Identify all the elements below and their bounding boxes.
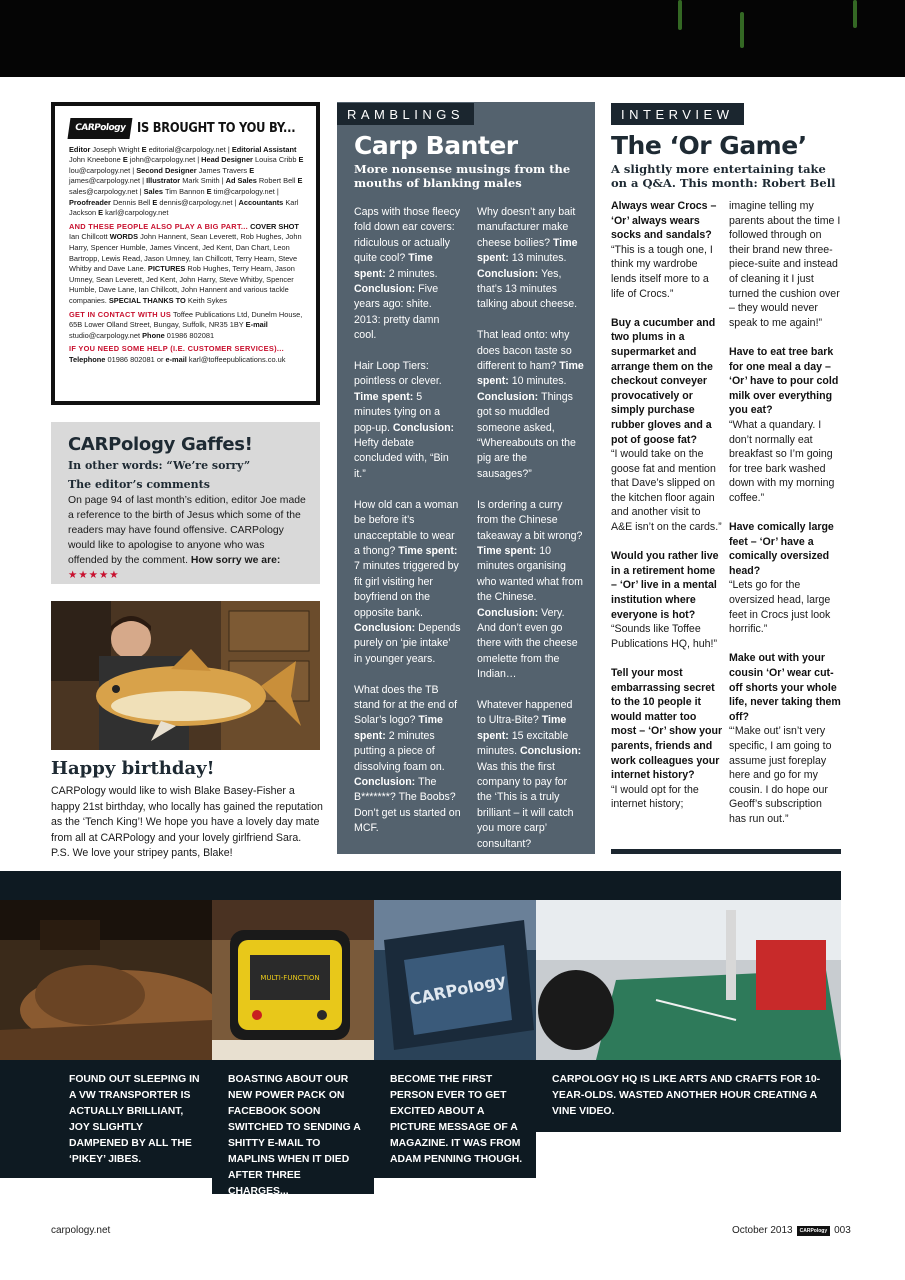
ramblings-column-right xyxy=(477,205,584,867)
birthday-photo-illustration xyxy=(51,601,320,750)
staff-name: Joseph Wright xyxy=(92,144,142,154)
rambling-item xyxy=(477,205,584,313)
ramblings-column-left xyxy=(354,205,461,867)
interview-divider xyxy=(611,849,841,854)
conclusion-label: Conclusion: xyxy=(477,267,542,280)
photo-magazine-illustration xyxy=(374,900,536,1060)
interview-answer-continued: imagine telling my parents about the time I followed through on their brand new three-piece-suite and instead of cleaning it I just turned the cushion over – they would never speak to me again!” xyxy=(729,200,841,329)
staff-email[interactable]: karl@carpology.net xyxy=(105,208,169,218)
credits-title: IS BROUGHT TO YOU BY... xyxy=(137,120,296,136)
staff-name: John Kneebone xyxy=(69,155,123,165)
interview-answer: “What a quandary. I don’t normally eat breakfast so I’m going for tree bark washed down with my morning coffee.” xyxy=(729,418,835,504)
interview-question: Always wear Crocs – ‘Or’ always wears socks and sandals? xyxy=(611,200,717,242)
time-spent-label: Time spent: xyxy=(354,714,443,742)
staff-email[interactable]: john@carpology.net xyxy=(129,155,196,165)
gaffes-body: On page 94 of last month’s edition, editor Joe made a reference to the birth of Jesus which some of the readers may have found offensive. CARPology would like to apologise to anyone who was offended by the comment. How sorry we are: ★★★★★ xyxy=(68,495,306,581)
ramblings-subtitle: More nonsense musings from the mouths of blanking males xyxy=(354,162,571,190)
email-label: E xyxy=(122,155,130,165)
staff-role: Accountants xyxy=(238,197,286,207)
ramblings-tag: RAMBLINGS xyxy=(337,103,474,125)
birthday-body: CARPology would like to wish Blake Basey-Fisher a happy 21st birthday, who locally has gained the reputation as the ‘Tench King’! We hope you have a lovely day mate from all at CARPology and your lovely girlfriend Sara. P.S. We love your stripey pants, Blake! xyxy=(51,785,323,859)
email-label: E xyxy=(152,197,160,207)
decorative-glow xyxy=(740,12,744,48)
conclusion-value: Hefty debate concluded with, “Bin it.” xyxy=(354,437,449,480)
staff-email[interactable]: james@carpology.net xyxy=(69,176,141,186)
staff-email[interactable]: sales@carpology.net xyxy=(69,186,138,196)
ramblings-section xyxy=(337,102,595,854)
staff-name: James Travers xyxy=(198,165,250,175)
gaffes-heading: The editor’s comments xyxy=(68,478,210,491)
caption-power-pack: BOASTING ABOUT OUR NEW POWER PACK ON FACEBOOK SOON SWITCHED TO SENDING A SHITTY E-MAIL TO MAPLINS WHEN IT DIED AFTER THREE CHARGES... xyxy=(212,1060,374,1194)
interview-question: Have to eat tree bark for one meal a day – ‘Or’ have to pour cold milk over everything you eat? xyxy=(729,345,839,417)
caption-van: FOUND OUT SLEEPING IN A VW TRANSPORTER IS ACTUALLY BRILLIANT, JOY SLIGHTLY DAMPENED BY ALL THE ‘PIKEY’ JIBES. xyxy=(53,1060,212,1178)
staff-role: Sales xyxy=(143,186,165,196)
conclusion-value: Very. And don’t even go there with the cheese omelette from the Indian… xyxy=(477,606,578,681)
interview-question: Have comically large feet – ‘Or’ have a comically oversized head? xyxy=(729,521,834,577)
contributors: AND THESE PEOPLE ALSO PLAY A BIG PART... COVER SHOT Ian Chillcott WORDS John Hannent, Sean Leverett, Rob Hughes, John Harry, Spencer Humble, James Vincent, Jed Kent, Dan Chart, Leon Bartropp, Lewis Read, Jason Umney, Ian Chillcott, Terry Hearn, Steve Whitby and Dave Lane. PICTURES Rob Hughes, Terry Hearn, Jason Umney, Sean Leverett, Jed Kent, John Harry, Steve Whitby, Spencer Humble, Dave Lane, Ian Chillcott, John Hannent and various tackle companies. SPECIAL THANKS TO Keith Sykes xyxy=(69,221,302,305)
interview-answer: “I would opt for the internet history; xyxy=(611,783,699,811)
staff-list: Editor Joseph Wright E editorial@carpology.net | Editorial Assistant John Kneebone E john@carpology.net | Head Designer Louisa Cribb E lou@carpology.net | Second Designer James Travers E james@carpology.net | Illustrator Mark Smith | Ad Sales Robert Bell E sales@carpology.net | Sales Tim Bannon E tim@carpology.net | Proofreader Dennis Bell E dennis@carpology.net | Accountants Karl Jackson E karl@carpology.net xyxy=(69,144,304,218)
time-spent-value: 13 minutes. xyxy=(511,252,567,265)
time-spent-value: 10 minutes. xyxy=(511,375,567,388)
conclusion-label: Conclusion: xyxy=(354,283,419,296)
rambling-item xyxy=(477,328,584,482)
interview-question: Tell your most embarrassing secret to the 10 people it would matter too most – ‘Or’ show your parents, friends and work colleagues your internet history? xyxy=(611,667,723,782)
interview-question: Buy a cucumber and two plums in a supermarket and arrange them on the checkout conveyer provocatively or simply purchase rubber gloves and a pot of goose fat? xyxy=(611,316,716,446)
caption-hq: CARPOLOGY HQ IS LIKE ARTS AND CRAFTS FOR 10-YEAR-OLDS. WASTED ANOTHER HOUR CREATING A VINE VIDEO. xyxy=(536,1060,841,1132)
staff-name: Karl Jackson xyxy=(69,197,299,218)
staff-role: Editor xyxy=(69,144,93,154)
rambling-item xyxy=(354,205,461,344)
time-spent-value: 7 minutes triggered by fit girl visiting her boyfriend on the opposite bank. xyxy=(354,560,459,619)
gaffes-box xyxy=(51,422,320,584)
staff-email[interactable]: editorial@carpology.net xyxy=(148,144,226,154)
photo-power-pack-illustration xyxy=(212,900,374,1060)
interview-answer: “This is a tough one, I think my wardrobe lends itself more to a life of Crocs.” xyxy=(611,243,713,300)
rating-stars-icon: ★★★★★ xyxy=(68,570,120,581)
staff-email[interactable]: dennis@carpology.net xyxy=(159,197,233,207)
ramblings-columns xyxy=(354,205,584,867)
email-label: E xyxy=(297,176,303,186)
rambling-question: Hair Loop Tiers: pointless or clever. xyxy=(354,360,442,388)
time-spent-value: 2 minutes. xyxy=(388,267,438,280)
help-email-link[interactable]: karl@toffeepublications.co.uk xyxy=(188,354,286,364)
credits-header xyxy=(69,118,304,139)
staff-name: Tim Bannon xyxy=(165,186,207,196)
interview-answer: “‘Make out’ isn’t very specific, I am going to assume just foreplay here and go for my cousin. I do hope our Geoff’s subscription has run out.” xyxy=(729,725,832,825)
conclusion-value: Things got so muddled someone asked, “Whereabouts on the pig are the sausages?” xyxy=(477,390,576,480)
carpology-logo: CARPology xyxy=(68,118,133,139)
conclusion-value: Depends purely on ‘pie intake’ in younger years. xyxy=(354,621,461,665)
help-info: IF YOU NEED SOME HELP (I.E. CUSTOMER SERVICES)... Telephone 01986 802081 or e-mail karl@toffeepublications.co.uk xyxy=(69,344,286,364)
email-label: E xyxy=(298,155,304,165)
photo-van-sleeping xyxy=(0,900,212,1060)
contact-email-link[interactable]: studio@carpology.net xyxy=(69,330,141,340)
caption-magazine: BECOME THE FIRST PERSON EVER TO GET EXCITED ABOUT A PICTURE MESSAGE OF A MAGAZINE. IT WAS FROM ADAM PENNING THOUGH. xyxy=(374,1060,536,1178)
footer-url[interactable]: carpology.net xyxy=(51,1225,111,1236)
conclusion-label: Conclusion: xyxy=(477,390,542,403)
staff-name: Louisa Cribb xyxy=(254,155,299,165)
photo-hq-illustration xyxy=(536,900,841,1060)
interview-section xyxy=(611,102,841,190)
rambling-item xyxy=(477,698,584,852)
staff-email[interactable]: lou@carpology.net xyxy=(69,165,131,175)
staff-name: Mark Smith xyxy=(182,176,222,186)
interview-column-right xyxy=(729,199,841,841)
birthday-photo xyxy=(51,601,320,750)
interview-answer: “Lets go for the oversized head, large feet in Crocs just look horrific.” xyxy=(729,579,831,636)
conclusion-value: Five years ago: shite. 2013: pretty damn cool. xyxy=(354,283,440,342)
email-label: E xyxy=(98,208,106,218)
time-spent-label: Time spent: xyxy=(477,236,578,265)
photo-carpology-hq xyxy=(536,900,841,1060)
footer-date: October 2013 xyxy=(732,1225,793,1236)
rambling-item xyxy=(354,683,461,837)
ramblings-title: Carp Banter xyxy=(354,131,518,160)
rambling-question: Is ordering a curry from the Chinese takeaway a bit wrong? xyxy=(477,498,583,542)
conclusion-label: Conclusion: xyxy=(392,421,455,434)
decorative-glow xyxy=(853,0,857,28)
interview-title: The ‘Or Game’ xyxy=(611,131,807,160)
conclusion-label: Conclusion: xyxy=(354,621,419,634)
conclusion-label: Conclusion: xyxy=(519,745,582,758)
staff-role: Ad Sales xyxy=(225,176,259,186)
power-pack-label: MULTI-FUNCTION xyxy=(260,974,320,982)
email-label: E xyxy=(249,165,255,175)
staff-role: Second Designer xyxy=(136,165,199,175)
photo-van-illustration xyxy=(0,900,212,1060)
rambling-question: Whatever happened to Ultra-Bite? xyxy=(477,698,573,727)
staff-name: Robert Bell xyxy=(258,176,298,186)
gaffes-subtitle: In other words: “We’re sorry” xyxy=(68,459,251,472)
footer-page-info xyxy=(732,1225,851,1236)
interview-answer: “I would take on the goose fat and mention that Dave’s slipped on the kitchen floor again and another visit to A&E isn’t on the cards.” xyxy=(611,448,722,534)
time-spent-value: 10 minutes organising who wanted what from the Chinese. xyxy=(477,544,583,604)
staff-email[interactable]: tim@carpology.net xyxy=(213,186,275,196)
staff-role: Illustrator xyxy=(146,176,183,186)
interview-subtitle: A slightly more entertaining take on a Q&A. This month: Robert Bell xyxy=(611,162,836,190)
email-label: E xyxy=(206,186,214,196)
time-spent-value: 2 minutes putting a piece of dissolving foam on. xyxy=(354,729,445,773)
interview-tag: INTERVIEW xyxy=(611,103,744,125)
rambling-question: That lead onto: why does bacon taste so different to ham? xyxy=(477,329,572,373)
time-spent-label: Time spent: xyxy=(477,360,584,388)
conclusion-label: Conclusion: xyxy=(477,606,542,619)
time-spent-label: Time spent: xyxy=(354,252,433,280)
rambling-question: Caps with those fleecy fold down ear covers: ridiculous or actually quite cool? xyxy=(354,206,460,265)
conclusion-label: Conclusion: xyxy=(354,775,419,788)
interview-answer: “Sounds like Toffee Publications HQ, huh!” xyxy=(611,623,717,650)
rambling-item xyxy=(354,359,461,482)
time-spent-label: Time spent: xyxy=(354,390,417,403)
time-spent-value: 15 excitable minutes. xyxy=(477,729,569,758)
footer-logo: CARPology xyxy=(797,1226,831,1236)
rambling-question: What does the TB stand for at the end of Solar’s logo? xyxy=(354,683,458,727)
rambling-question: How old can a woman be before it’s unacceptable to wear a thong? xyxy=(354,498,459,557)
contact-info: GET IN CONTACT WITH US Toffee Publications Ltd, Dunelm House, 65B Lower Olland Street, Bungay, Suffolk, NR35 1BY E-mail studio@carpology.net Phone 01986 802081 xyxy=(69,309,303,340)
conclusion-value: Yes, that’s 13 minutes talking about cheese. xyxy=(477,267,578,311)
time-spent-label: Time spent: xyxy=(477,544,540,557)
credits-box xyxy=(51,102,320,405)
magazine-logo: CARPology xyxy=(408,970,508,1010)
time-spent-value: 5 minutes tying on a pop-up. xyxy=(354,390,440,434)
photo-power-pack xyxy=(212,900,374,1060)
footer-page-number: 003 xyxy=(834,1225,851,1236)
interview-columns xyxy=(611,199,841,841)
interview-question: Would you rather live in a retirement home – ‘Or’ live in a mental institution where everyone is hot? xyxy=(611,550,719,621)
conclusion-value: The B*******? The Boobs? Don’t get us started on MCF. xyxy=(354,775,461,835)
staff-name: Dennis Bell xyxy=(112,197,153,207)
rambling-item xyxy=(477,498,584,683)
photo-magazine xyxy=(374,900,536,1060)
interview-column-left xyxy=(611,199,723,841)
staff-role: Proofreader xyxy=(69,197,113,207)
birthday-title: Happy birthday! xyxy=(51,758,215,779)
conclusion-value: Was this the first company to pay for the ‘This is a truly brilliant – it will catch you more carp’ consultant? xyxy=(477,760,574,850)
gaffes-title: CARPology Gaffes! xyxy=(68,434,253,455)
time-spent-label: Time spent: xyxy=(477,714,567,742)
time-spent-label: Time spent: xyxy=(398,544,458,557)
decorative-glow xyxy=(678,0,682,30)
rambling-question: Why doesn’t any bait manufacturer make cheese boilies? xyxy=(477,206,576,249)
photo-strip-bar xyxy=(0,871,841,900)
staff-role: Head Designer xyxy=(201,155,255,165)
rambling-item xyxy=(354,498,461,667)
top-banner xyxy=(0,0,905,77)
caption-van-left-panel xyxy=(0,1060,53,1178)
staff-role: Editorial Assistant xyxy=(231,144,297,154)
email-label: E xyxy=(141,144,149,154)
interview-question: Make out with your cousin ‘Or’ wear cut-off shorts your whole life, never taking them off? xyxy=(729,652,841,723)
